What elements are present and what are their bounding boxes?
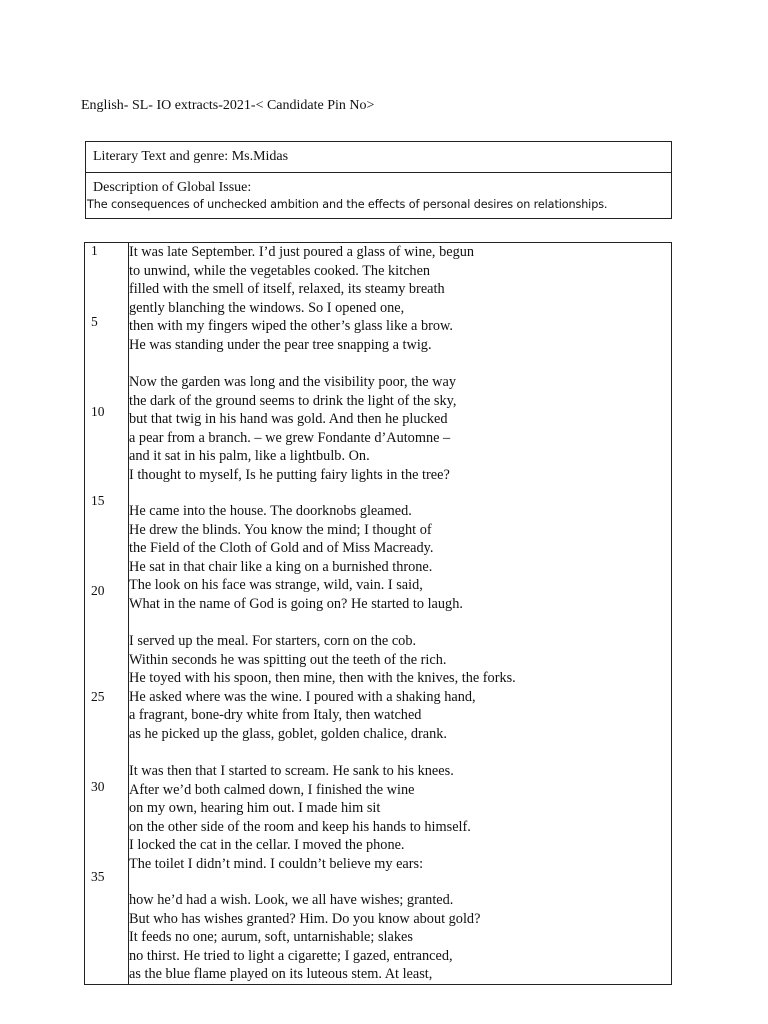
poem-line: a pear from a branch. – we grew Fondante d’Automne – [129, 429, 451, 446]
poem-line: He toyed with his spoon, then mine, then with the knives, the forks. [129, 670, 516, 686]
line-number: 30 [91, 779, 105, 794]
poem-line: The toilet I didn’t mind. I couldn’t believe my ears: [129, 855, 424, 872]
poem-line: then with my fingers wiped the other’s glass like a brow. [129, 318, 453, 334]
poem-line: It feeds no one; aurum, soft, untarnishable; slakes [129, 929, 413, 945]
poem-line: Within seconds he was spitting out the teeth of the rich. [129, 651, 447, 668]
poem-line: He drew the blinds. You know the mind; I thought of [129, 521, 432, 538]
poem-line: I locked the cat in the cellar. I moved the phone. [129, 837, 405, 853]
line-number: 25 [91, 689, 105, 704]
poem-line: how he’d had a wish. Look, we all have wishes; granted. [129, 892, 454, 908]
poem-line: as the blue flame played on its luteous stem. At least, [129, 966, 433, 982]
poem-line: I thought to myself, Is he putting fairy lights in the tree? [129, 466, 450, 483]
poem-line: the Field of the Cloth of Gold and of Miss Macready. [129, 540, 434, 556]
poem-line: Now the garden was long and the visibility poor, the way [129, 374, 456, 390]
poem-line: a fragrant, bone-dry white from Italy, then watched [129, 707, 422, 723]
line-number: 10 [91, 404, 105, 419]
poem-line: on my own, hearing him out. I made him sit [129, 800, 381, 816]
poem-line: He came into the house. The doorknobs gleamed. [129, 503, 412, 519]
poem-line: gently blanching the windows. So I opened one, [129, 299, 405, 316]
poem-line: He was standing under the pear tree snapping a twig. [129, 336, 432, 353]
poem-line: filled with the smell of itself, relaxed, its steamy breath [129, 281, 445, 297]
document-header: English- SL- IO extracts-2021-< Candidate Pin No> [81, 98, 375, 113]
poem-line: but that twig in his hand was gold. And then he plucked [129, 411, 448, 427]
poem-line: After we’d both calmed down, I finished the wine [129, 781, 415, 798]
poem-line: He asked where was the wine. I poured with a shaking hand, [129, 688, 476, 705]
line-number: 5 [91, 314, 98, 329]
poem-line: The look on his face was strange, wild, vain. I said, [129, 577, 423, 593]
line-number: 35 [91, 869, 105, 884]
poem-line: to unwind, while the vegetables cooked. The kitchen [129, 262, 431, 279]
line-number: 15 [91, 493, 105, 508]
poem-line: on the other side of the room and keep his hands to himself. [129, 818, 471, 835]
poem-line: He sat in that chair like a king on a burnished throne. [129, 558, 433, 575]
poem-line: It was late September. I’d just poured a glass of wine, begun [129, 244, 475, 260]
line-number: 1 [91, 243, 98, 258]
poem-line: no thirst. He tried to light a cigarette; I gazed, entranced, [129, 947, 453, 964]
poem-line: But who has wishes granted? Him. Do you know about gold? [129, 910, 481, 927]
poem-line: It was then that I started to scream. He sank to his knees. [129, 763, 454, 779]
info-table [85, 141, 672, 219]
poem-line: as he picked up the glass, goblet, golden chalice, drank. [129, 725, 448, 742]
global-issue-label: Description of Global Issue: [93, 180, 252, 195]
global-issue-row [86, 173, 671, 211]
global-issue-text: The consequences of unchecked ambition and the effects of personal desires on relationships. [87, 198, 608, 211]
poem-line: I served up the meal. For starters, corn on the cob. [129, 633, 417, 649]
poem-line: and it sat in his palm, like a lightbulb. On. [129, 448, 370, 464]
poem-line: What in the name of God is going on? He started to laugh. [129, 595, 463, 612]
literary-text-row: Literary Text and genre: Ms.Midas [86, 142, 671, 173]
line-number: 20 [91, 583, 105, 598]
poem-line: the dark of the ground seems to drink the light of the sky, [129, 392, 457, 409]
